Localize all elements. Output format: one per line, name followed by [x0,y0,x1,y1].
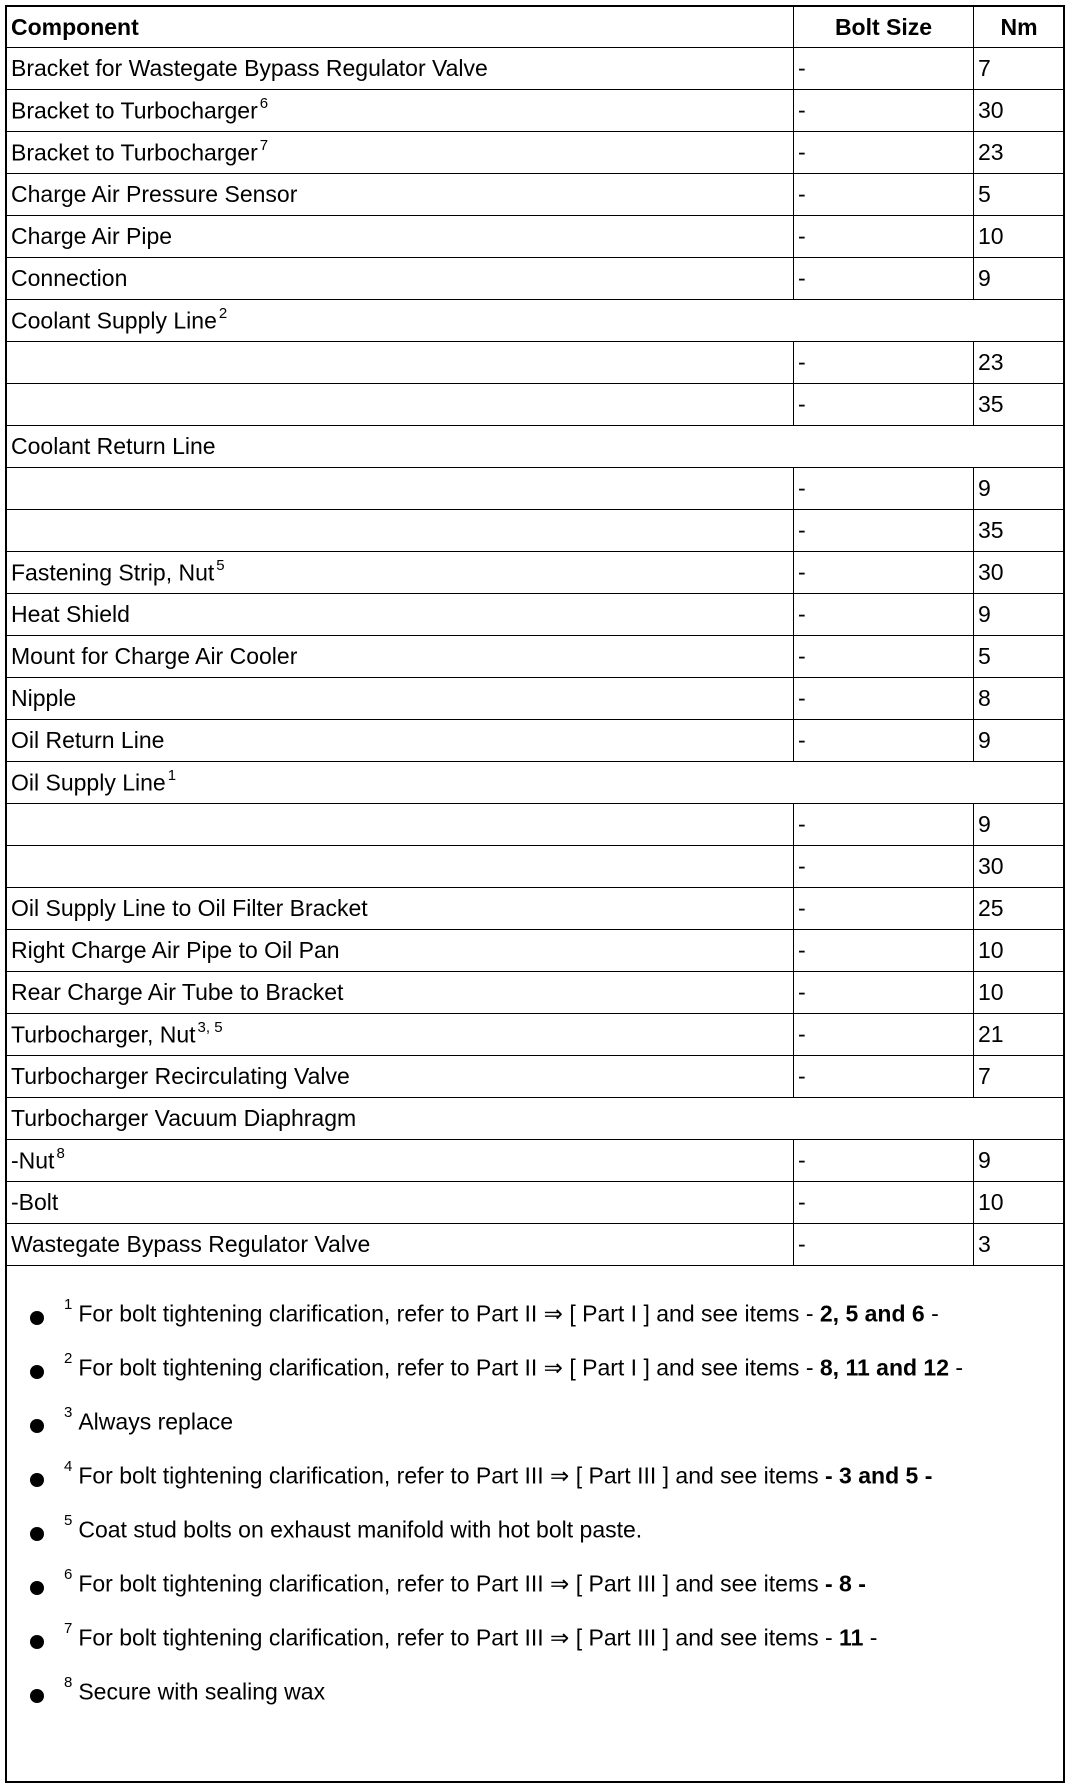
component-name: Turbocharger Recirculating Valve [11,1063,350,1089]
table-row [7,384,1065,426]
component-cell [7,48,794,90]
table-row [7,636,1065,678]
footnote-text [64,1512,643,1544]
bolt-size-cell: - [794,48,974,90]
component-name: Bracket for Wastegate Bypass Regulator Valve [11,55,488,81]
component-cell [7,1098,1065,1140]
bolt-size-cell: - [794,594,974,636]
table-header-row [7,7,1065,48]
component-cell [7,132,794,174]
torque-nm-cell: 9 [974,258,1065,300]
component-cell [7,552,794,594]
footnote-tail: - [949,1354,964,1381]
component-cell [7,888,794,930]
torque-nm-cell: 8 [974,678,1065,720]
component-cell [7,678,794,720]
component-name: Oil Supply Line to Oil Filter Bracket [11,895,368,921]
component-cell [7,1224,794,1266]
component-name: Oil Supply Line [11,769,166,796]
component-cell [7,258,794,300]
table-row [7,1056,1065,1098]
bolt-size-cell: - [794,384,974,426]
component-name: Bracket to Turbocharger [11,139,258,166]
torque-nm-cell: 5 [974,636,1065,678]
footnote-body: For bolt tightening clarification, refer to Part III ⇒ [ Part III ] and see items - [78,1624,840,1651]
component-cell [7,510,794,552]
table-row [7,132,1065,174]
table-row [7,216,1065,258]
component-name: Coolant Return Line [11,433,216,459]
table-row [7,804,1065,846]
component-cell [7,468,794,510]
table-row [7,930,1065,972]
bolt-size-cell: - [794,90,974,132]
footnote-tail: - [924,1300,939,1327]
table-row [7,90,1065,132]
component-name: Connection [11,265,128,291]
bolt-size-cell: - [794,1224,974,1266]
component-name: Turbocharger, Nut [11,1021,196,1048]
table-row [7,1014,1065,1056]
footnote-item [6,1566,1064,1624]
table-row [7,1224,1065,1266]
component-cell [7,1182,794,1224]
torque-nm-cell: 7 [974,1056,1065,1098]
component-name: Heat Shield [11,601,130,627]
footnote-body: For bolt tightening clarification, refer to Part II ⇒ [ Part I ] and see items - [78,1300,820,1327]
torque-nm-cell: 35 [974,384,1065,426]
component-cell [7,720,794,762]
bolt-size-cell: - [794,636,974,678]
component-cell [7,762,1065,804]
header-bolt-size: Bolt Size [794,7,974,48]
footnote-items-bold: 11 [839,1624,864,1651]
footnote-number: 3 [64,1404,73,1421]
bolt-size-cell: - [794,468,974,510]
table-section-row [7,1098,1065,1140]
bolt-size-cell: - [794,720,974,762]
bolt-size-cell: - [794,972,974,1014]
component-cell [7,174,794,216]
torque-nm-cell: 5 [974,174,1065,216]
bolt-size-cell: - [794,216,974,258]
component-cell [7,1056,794,1098]
footnote-number: 5 [64,1512,73,1529]
component-name: Charge Air Pressure Sensor [11,181,298,207]
bolt-size-cell: - [794,1140,974,1182]
torque-nm-cell: 10 [974,972,1065,1014]
bolt-size-cell: - [794,174,974,216]
torque-nm-cell: 10 [974,1182,1065,1224]
component-name: -Nut [11,1147,55,1174]
footnote-items-bold: - 3 and 5 - [825,1462,933,1489]
footnote-number: 7 [64,1620,73,1637]
footnote-body: Secure with sealing wax [78,1678,326,1705]
footnote-body: For bolt tightening clarification, refer to Part III ⇒ [ Part III ] and see items [78,1462,825,1489]
footnote-item [6,1620,1064,1678]
table-row [7,888,1065,930]
footnote-item [6,1674,1064,1732]
footnote-items-bold: 2, 5 and 6 [819,1300,925,1327]
bolt-size-cell: - [794,510,974,552]
header-component: Component [7,7,794,48]
table-row [7,510,1065,552]
component-name: Coolant Supply Line [11,307,217,334]
table-row [7,678,1065,720]
component-cell [7,846,794,888]
footnote-reference: 6 [259,94,269,112]
bullet-icon [30,1419,44,1433]
bolt-size-cell: - [794,888,974,930]
table-section-row [7,300,1065,342]
table-row [7,468,1065,510]
component-cell [7,300,1065,342]
component-name: Nipple [11,685,77,711]
component-cell [7,972,794,1014]
component-name: Bracket to Turbocharger [11,97,258,124]
table-row [7,258,1065,300]
footnote-reference: 5 [216,556,225,574]
component-cell [7,804,794,846]
footnote-reference: 8 [56,1144,65,1162]
torque-nm-cell: 7 [974,48,1065,90]
component-cell [7,384,794,426]
footnote-item [6,1350,1064,1408]
table-row [7,342,1065,384]
bolt-size-cell: - [794,1014,974,1056]
footnote-item [6,1296,1064,1354]
footnote-number: 6 [64,1566,73,1583]
footnote-number: 4 [64,1458,73,1475]
footnote-item [6,1458,1064,1516]
bolt-size-cell: - [794,846,974,888]
footnote-reference: 7 [259,136,269,154]
footnote-items-bold: 8, 11 and 12 [819,1354,950,1381]
footnote-text [64,1566,866,1598]
bullet-icon [30,1365,44,1379]
torque-nm-cell: 25 [974,888,1065,930]
component-cell [7,426,1065,468]
footnote-number: 8 [64,1674,73,1691]
table-row [7,48,1065,90]
component-cell [7,594,794,636]
table-body [7,48,1065,1266]
footnote-item [6,1512,1064,1570]
component-cell [7,1014,794,1056]
footnote-reference: 2 [218,304,228,322]
component-name: Rear Charge Air Tube to Bracket [11,979,344,1005]
component-name: -Bolt [11,1189,59,1215]
bullet-icon [30,1635,44,1649]
table-row [7,174,1065,216]
torque-nm-cell: 23 [974,342,1065,384]
bolt-size-cell: - [794,552,974,594]
footnote-text [64,1296,939,1328]
footnote-tail: - [863,1624,878,1651]
bolt-size-cell: - [794,132,974,174]
table-row [7,972,1065,1014]
component-name: Wastegate Bypass Regulator Valve [11,1231,371,1257]
component-name: Turbocharger Vacuum Diaphragm [11,1105,357,1131]
footnote-body: Coat stud bolts on exhaust manifold with hot bolt paste. [78,1516,643,1543]
component-cell [7,342,794,384]
table-row [7,552,1065,594]
bolt-size-cell: - [794,1182,974,1224]
bullet-icon [30,1689,44,1703]
torque-nm-cell: 23 [974,132,1065,174]
torque-nm-cell: 3 [974,1224,1065,1266]
bolt-size-cell: - [794,930,974,972]
torque-nm-cell: 9 [974,468,1065,510]
bolt-size-cell: - [794,342,974,384]
component-cell [7,90,794,132]
footnote-body: For bolt tightening clarification, refer to Part II ⇒ [ Part I ] and see items - [78,1354,820,1381]
component-cell [7,1140,794,1182]
torque-nm-cell: 9 [974,720,1065,762]
torque-nm-cell: 30 [974,846,1065,888]
bullet-icon [30,1473,44,1487]
footnote-body: Always replace [78,1408,234,1435]
footnote-reference: 1 [167,766,177,784]
component-name: Right Charge Air Pipe to Oil Pan [11,937,340,963]
bullet-icon [30,1311,44,1325]
table-row [7,1140,1065,1182]
table-section-row [7,426,1065,468]
torque-nm-cell: 10 [974,216,1065,258]
table-row [7,720,1065,762]
footnote-number: 2 [64,1350,73,1367]
component-cell [7,216,794,258]
torque-nm-cell: 9 [974,804,1065,846]
table-section-row [7,762,1065,804]
bullet-icon [30,1581,44,1595]
header-nm: Nm [974,7,1065,48]
bolt-size-cell: - [794,678,974,720]
torque-nm-cell: 9 [974,1140,1065,1182]
torque-nm-cell: 9 [974,594,1065,636]
component-cell [7,930,794,972]
footnote-number: 1 [64,1296,73,1313]
footnote-text [64,1620,878,1652]
bolt-size-cell: - [794,258,974,300]
component-name: Charge Air Pipe [11,223,173,249]
table-row [7,594,1065,636]
table-row [7,846,1065,888]
component-name: Fastening Strip, Nut [11,559,215,586]
footnote-text [64,1458,933,1490]
component-name: Mount for Charge Air Cooler [11,643,298,669]
footnotes-list [6,1296,1064,1732]
component-cell [7,636,794,678]
bolt-size-cell: - [794,804,974,846]
torque-nm-cell: 35 [974,510,1065,552]
table-row [7,1182,1065,1224]
footnote-text [64,1674,326,1706]
component-name: Oil Return Line [11,727,165,753]
torque-nm-cell: 21 [974,1014,1065,1056]
footnote-body: For bolt tightening clarification, refer to Part III ⇒ [ Part III ] and see items [78,1570,825,1597]
torque-nm-cell: 10 [974,930,1065,972]
torque-nm-cell: 30 [974,552,1065,594]
torque-spec-table [6,6,1065,1266]
bolt-size-cell: - [794,1056,974,1098]
footnote-text [64,1404,234,1436]
footnote-text [64,1350,964,1382]
footnote-reference: 3, 5 [197,1018,223,1036]
bullet-icon [30,1527,44,1541]
footnote-items-bold: - 8 - [825,1570,866,1597]
torque-nm-cell: 30 [974,90,1065,132]
footnote-item [6,1404,1064,1462]
